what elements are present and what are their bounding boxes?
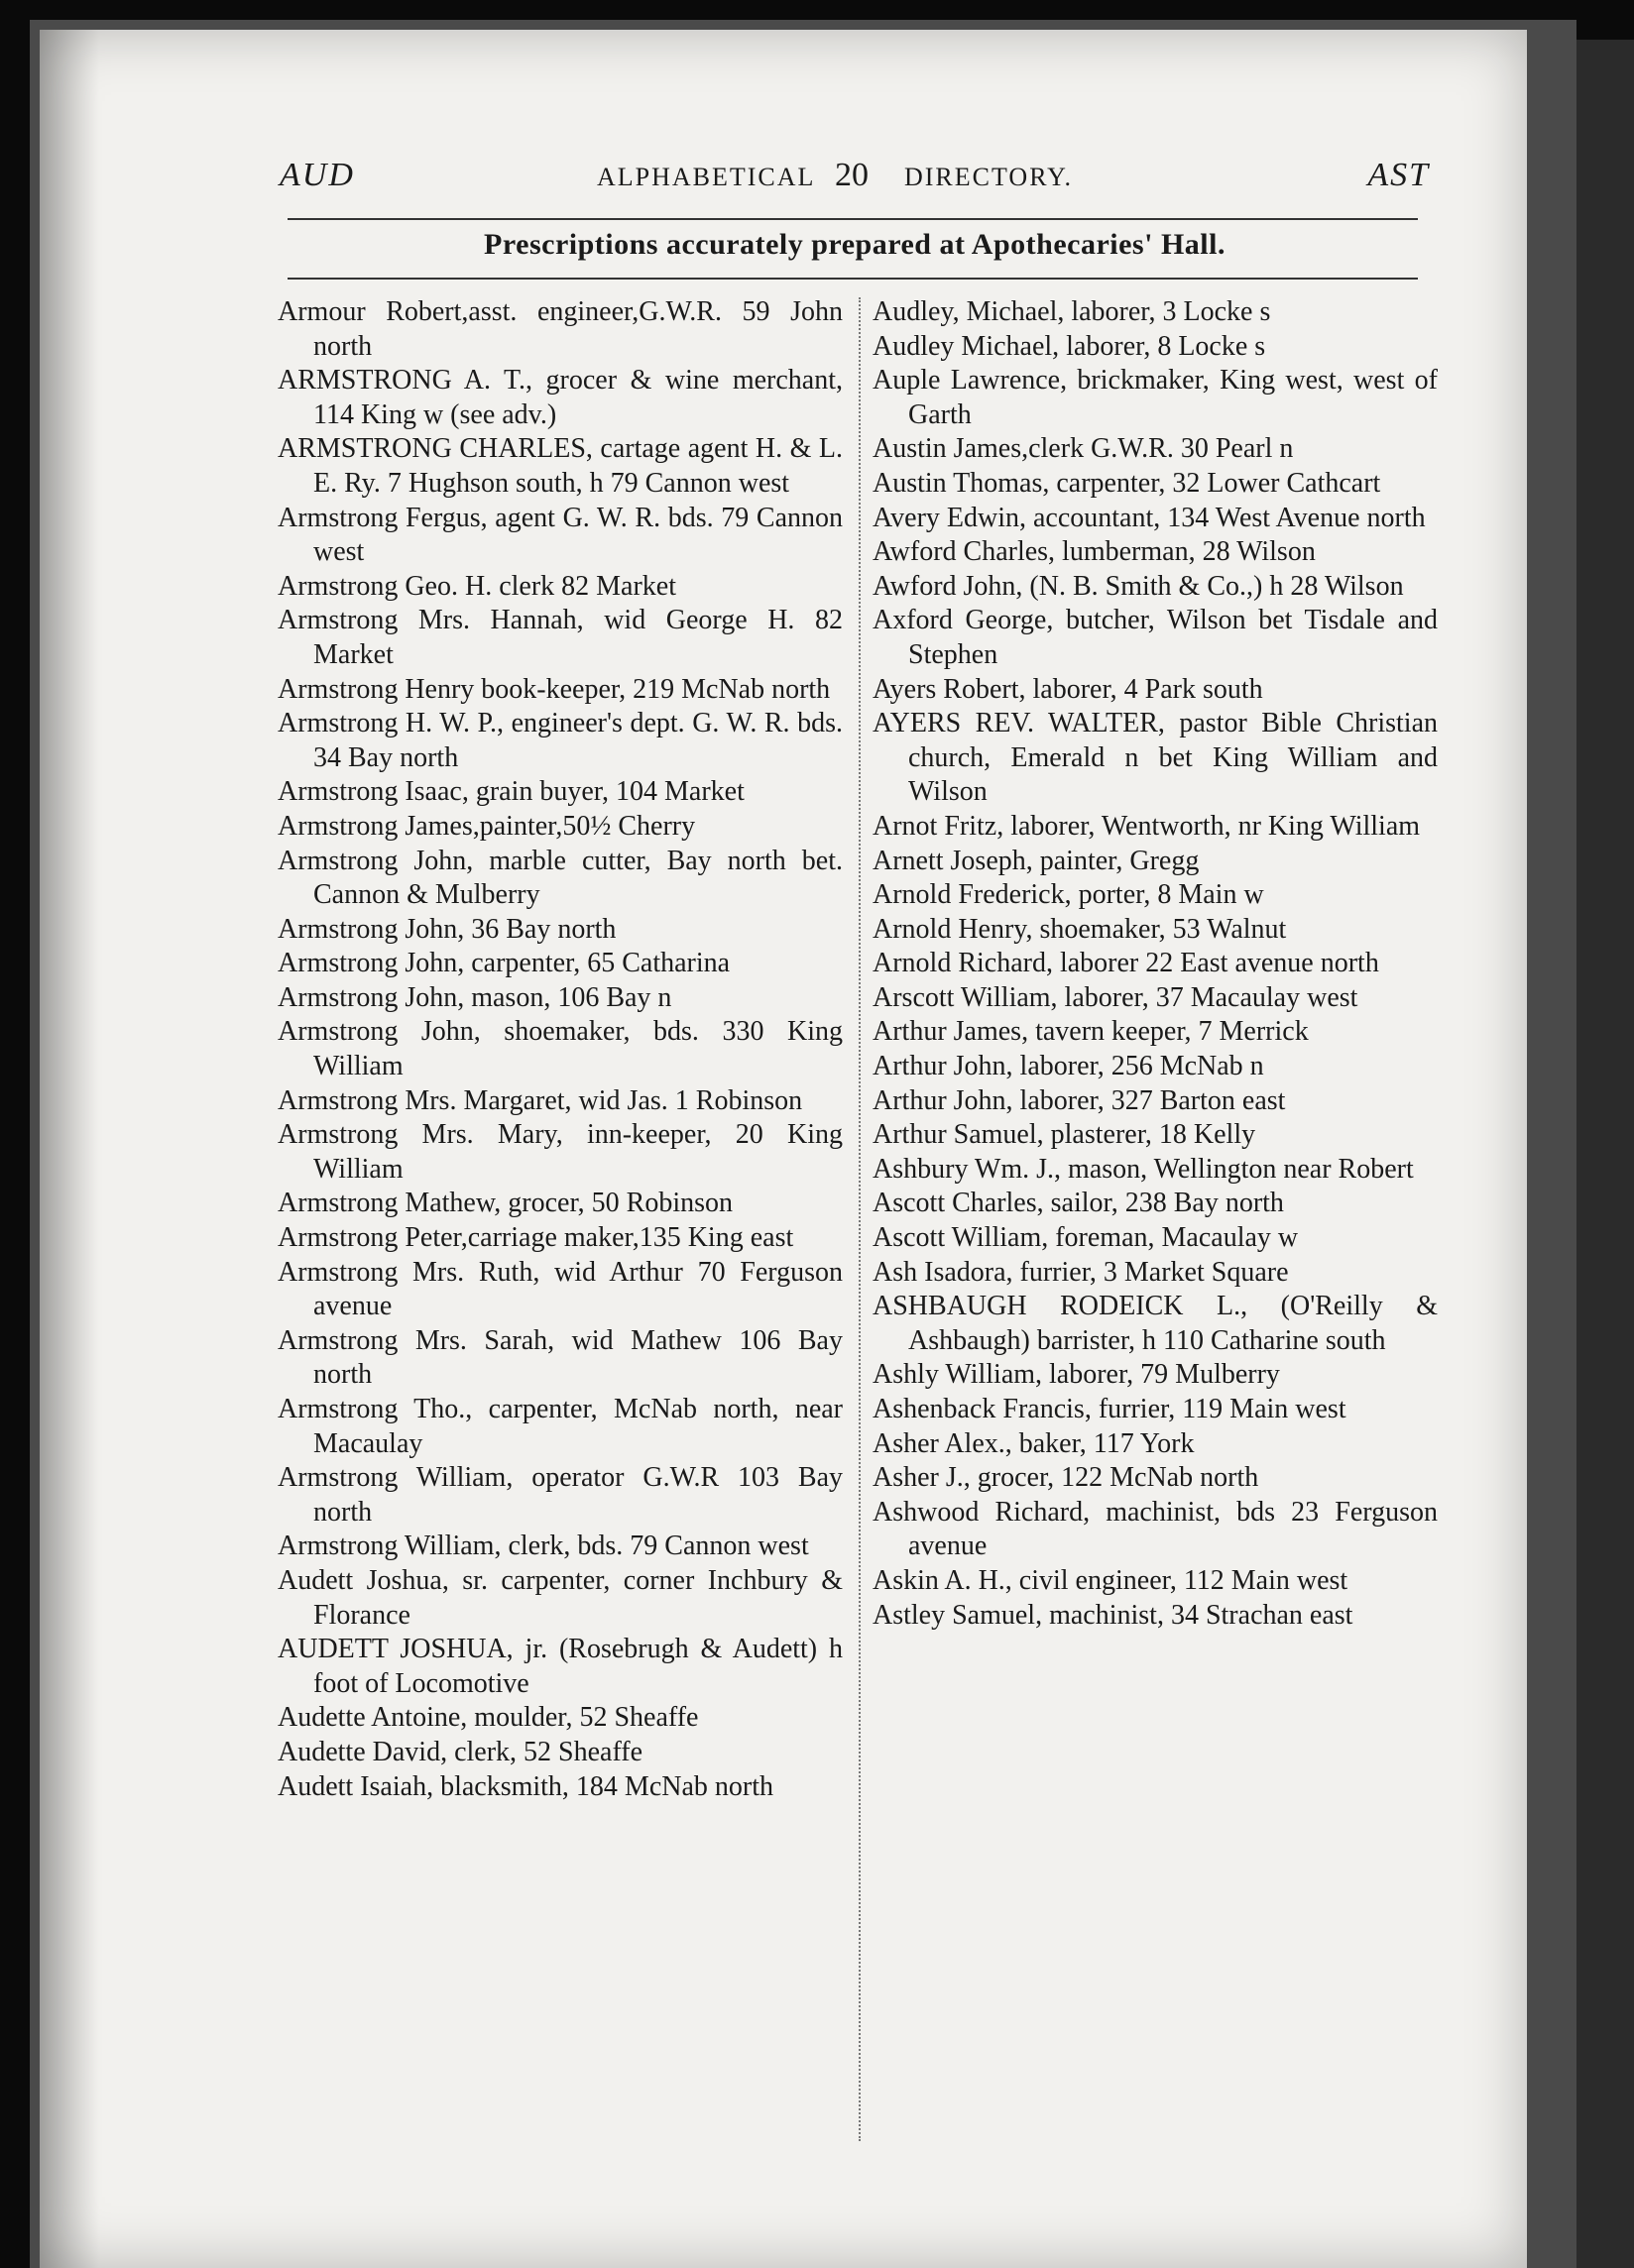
directory-entry: Arthur John, laborer, 256 McNab n [873,1051,1264,1082]
directory-entry: Ayers Robert, laborer, 4 Park south [873,673,1263,705]
directory-entry: Arnold Richard, laborer 22 East avenue north [873,948,1379,979]
directory-entry: Audley, Michael, laborer, 3 Locke s [873,296,1271,327]
header-right-guide: AST [1367,157,1430,193]
adjacent-page-edge [1576,40,1634,2268]
directory-entry: Armstrong Mathew, grocer, 50 Robinson [278,1188,733,1219]
directory-entry: Arthur James, tavern keeper, 7 Merrick [873,1016,1309,1048]
directory-entry: Ash Isadora, furrier, 3 Market Square [873,1256,1289,1288]
directory-entry: Arnold Henry, shoemaker, 53 Walnut [873,913,1287,945]
directory-entry: Austin Thomas, carpenter, 32 Lower Cathcart [873,467,1381,499]
directory-entry: Arthur Samuel, plasterer, 18 Kelly [873,1119,1256,1151]
directory-entry: Arthur John, laborer, 327 Barton east [873,1084,1286,1116]
left-column [278,295,843,1804]
directory-entry: Armstrong John, 36 Bay north [278,913,617,945]
directory-entry: Ascott William, foreman, Macaulay w [873,1222,1299,1254]
header-title-right: DIRECTORY. [904,163,1074,191]
header-title-left: ALPHABETICAL [597,163,816,191]
directory-entry: Ashbury Wm. J., mason, Wellington near Robert [873,1153,1414,1185]
advertising-tagline: Prescriptions accurately prepared at Apothecaries' Hall. [484,228,1226,261]
directory-entry: Audley Michael, laborer, 8 Locke s [873,330,1266,362]
directory-entry: Audette David, clerk, 52 Sheaffe [278,1736,643,1767]
directory-entry: Awford Charles, lumberman, 28 Wilson [873,536,1316,568]
directory-entry: ARMSTRONG A. T., grocer & wine merchant, 114 King w (see adv.) [278,365,843,430]
directory-entry: Armstrong William, operator G.W.R 103 Bay north [278,1462,843,1528]
header-left-guide: AUD [280,157,355,193]
directory-entry: Astley Samuel, machinist, 34 Strachan east [873,1599,1353,1631]
directory-entry: Audette Antoine, moulder, 52 Sheaffe [278,1702,699,1734]
directory-entry: Asher Alex., baker, 117 York [873,1427,1195,1459]
directory-entry: Arscott William, laborer, 37 Macaulay west [873,981,1358,1013]
directory-entry: Asher J., grocer, 122 McNab north [873,1462,1259,1494]
directory-entry: Arnett Joseph, painter, Gregg [873,845,1200,876]
directory-entry: Armstrong H. W. P., engineer's dept. G. W. R. bds. 34 Bay north [278,708,843,773]
binding-shadow [40,30,99,2268]
directory-entry: Armstrong Isaac, grain buyer, 104 Market [278,776,745,808]
directory-entry: Armstrong Peter,carriage maker,135 King east [278,1222,794,1254]
right-column [873,295,1438,1633]
directory-entry: Armstrong Mrs. Hannah, wid George H. 82 Market [278,605,843,670]
directory-entry: Armstrong Mrs. Ruth, wid Arthur 70 Ferguson avenue [278,1256,843,1322]
directory-entry: Armstrong John, shoemaker, bds. 330 King William [278,1016,843,1082]
directory-entry: Armstrong Mrs. Mary, inn-keeper, 20 King William [278,1119,843,1185]
directory-entry: Axford George, butcher, Wilson bet Tisdale and Stephen [873,605,1438,670]
directory-entry: Armstrong John, mason, 106 Bay n [278,981,672,1013]
directory-entry: Ashenback Francis, furrier, 119 Main west [873,1394,1346,1424]
column-divider [859,297,862,2141]
directory-entry: Armstrong Geo. H. clerk 82 Market [278,570,677,602]
directory-entry: Armstrong Henry book-keeper, 219 McNab north [278,673,831,705]
directory-entry: Auple Lawrence, brickmaker, King west, west of Garth [873,365,1438,430]
directory-entry: Armstrong Mrs. Margaret, wid Jas. 1 Robinson [278,1084,803,1116]
directory-entry: Audett Joshua, sr. carpenter, corner Inchbury & Florance [278,1564,843,1631]
header-rule-top [288,218,1418,220]
directory-entry: Armstrong Mrs. Sarah, wid Mathew 106 Bay north [278,1324,843,1391]
page-number: 20 [835,157,869,193]
directory-entry: Armstrong Tho., carpenter, McNab north, near Macaulay [278,1394,843,1459]
directory-entry: Armstrong John, marble cutter, Bay north bet. Cannon & Mulberry [278,845,843,911]
directory-entry: Ascott Charles, sailor, 238 Bay north [873,1188,1284,1219]
directory-entry: Armour Robert,asst. engineer,G.W.R. 59 John north [278,296,843,362]
directory-entry: AYERS REV. WALTER, pastor Bible Christian church, Emerald n bet King William and Wilson [873,708,1438,808]
directory-entry: ARMSTRONG CHARLES, cartage agent H. & L. E. Ry. 7 Hughson south, h 79 Cannon west [278,433,843,499]
directory-entry: Armstrong John, carpenter, 65 Catharina [278,948,731,979]
directory-entry: Armstrong Fergus, agent G. W. R. bds. 79 Cannon west [278,502,843,568]
directory-entry: ASHBAUGH RODEICK L., (O'Reilly & Ashbaugh) barrister, h 110 Catharine south [873,1291,1438,1356]
header-rule-bottom [288,278,1418,280]
running-header [280,157,1430,206]
directory-entry: Awford John, (N. B. Smith & Co.,) h 28 Wilson [873,570,1404,602]
directory-entry: AUDETT JOSHUA, jr. (Rosebrugh & Audett) h foot of Locomotive [278,1634,843,1699]
directory-entry: Arnold Frederick, porter, 8 Main w [873,879,1264,911]
directory-entry: Audett Isaiah, blacksmith, 184 McNab north [278,1770,774,1802]
directory-entry: Ashly William, laborer, 79 Mulberry [873,1359,1280,1391]
directory-entry: Austin James,clerk G.W.R. 30 Pearl n [873,433,1294,465]
directory-entry: Ashwood Richard, machinist, bds 23 Ferguson avenue [873,1496,1438,1562]
directory-entry: Askin A. H., civil engineer, 112 Main west [873,1564,1348,1596]
directory-entry: Armstrong James,painter,50½ Cherry [278,810,696,842]
directory-entry: Armstrong William, clerk, bds. 79 Cannon west [278,1531,809,1562]
directory-entry: Avery Edwin, accountant, 134 West Avenue north [873,502,1426,533]
directory-entry: Arnot Fritz, laborer, Wentworth, nr King William [873,810,1421,842]
